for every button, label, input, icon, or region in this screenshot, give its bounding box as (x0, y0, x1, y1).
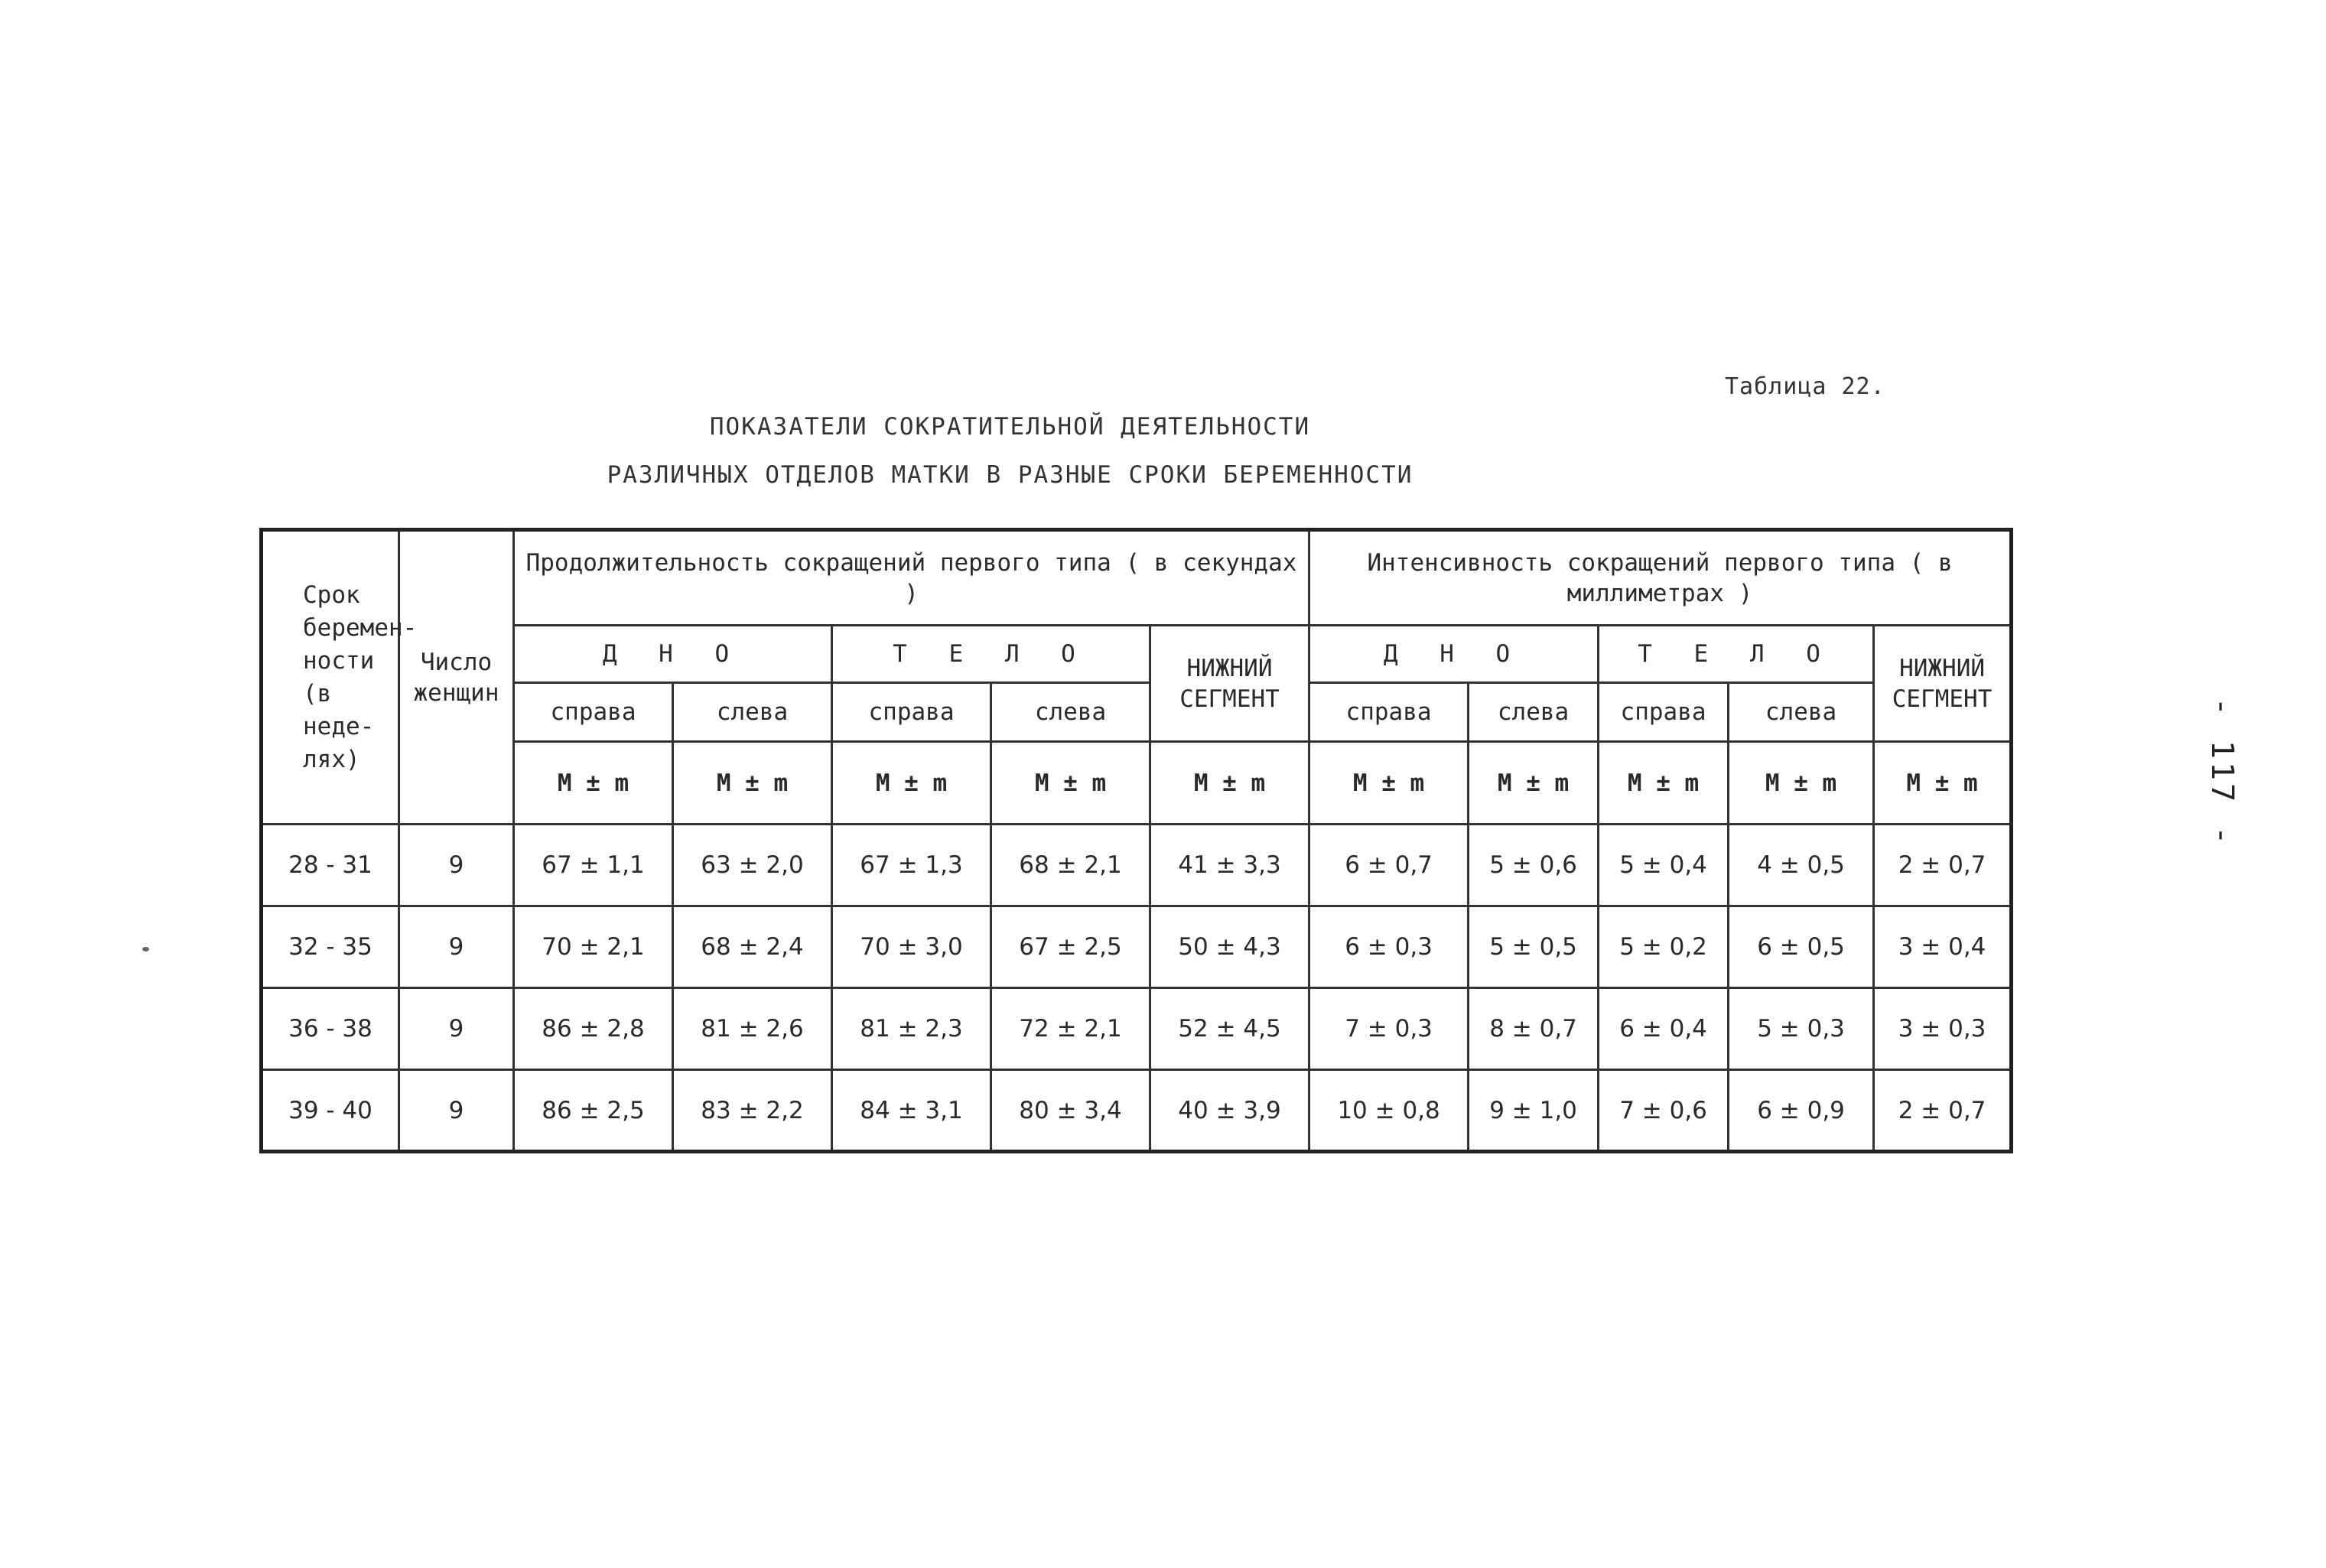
cell-value: 7 ± 0,3 (1309, 988, 1469, 1070)
header-mean-error: М ± m (1309, 742, 1469, 825)
cell-count: 9 (399, 988, 514, 1070)
cell-value: 5 ± 0,4 (1599, 825, 1729, 906)
cell-value: 70 ± 2,1 (514, 906, 673, 988)
header-lower-segment-duration: НИЖНИЙ СЕГМЕНТ (1150, 626, 1309, 742)
header-mean-error: М ± m (514, 742, 673, 825)
header-fundus-intensity: Д Н О (1309, 626, 1599, 683)
table-row (262, 988, 2012, 1070)
cell-value: 81 ± 2,3 (832, 988, 991, 1070)
cell-value: 7 ± 0,6 (1599, 1070, 1729, 1152)
cell-term: 28 - 31 (262, 825, 399, 906)
header-right: справа (514, 683, 673, 742)
cell-value: 5 ± 0,5 (1469, 906, 1599, 988)
cell-value: 6 ± 0,7 (1309, 825, 1469, 906)
cell-count: 9 (399, 825, 514, 906)
table-label: Таблица 22. (1725, 373, 1885, 400)
header-mean-error: М ± m (1469, 742, 1599, 825)
cell-value: 67 ± 1,1 (514, 825, 673, 906)
header-right: справа (832, 683, 991, 742)
cell-count: 9 (399, 1070, 514, 1152)
cell-value: 4 ± 0,5 (1729, 825, 1874, 906)
cell-value: 5 ± 0,2 (1599, 906, 1729, 988)
cell-term: 36 - 38 (262, 988, 399, 1070)
header-mean-error: М ± m (991, 742, 1150, 825)
header-fundus-duration: Д Н О (514, 626, 832, 683)
cell-value: 72 ± 2,1 (991, 988, 1150, 1070)
cell-term: 32 - 35 (262, 906, 399, 988)
cell-value: 80 ± 3,4 (991, 1070, 1150, 1152)
header-mean-error: М ± m (1150, 742, 1309, 825)
cell-term: 39 - 40 (262, 1070, 399, 1152)
header-duration-group: Продолжительность сокращений первого типа ( в секундах ) (514, 530, 1309, 626)
cell-value: 6 ± 0,5 (1729, 906, 1874, 988)
cell-value: 3 ± 0,4 (1874, 906, 2012, 988)
cell-value: 68 ± 2,4 (673, 906, 832, 988)
table-title-line-1: ПОКАЗАТЕЛИ СОКРАТИТЕЛЬНОЙ ДЕЯТЕЛЬНОСТИ (709, 413, 1311, 441)
cell-value: 6 ± 0,3 (1309, 906, 1469, 988)
cell-value: 68 ± 2,1 (991, 825, 1150, 906)
cell-value: 40 ± 3,9 (1150, 1070, 1309, 1152)
header-mean-error: М ± m (673, 742, 832, 825)
cell-value: 50 ± 4,3 (1150, 906, 1309, 988)
data-table (259, 528, 2013, 1153)
page-number: - 117 - (2204, 697, 2240, 848)
header-mean-error: М ± m (1599, 742, 1729, 825)
scan-speck (142, 947, 149, 952)
cell-value: 67 ± 1,3 (832, 825, 991, 906)
cell-value: 81 ± 2,6 (673, 988, 832, 1070)
header-intensity-group: Интенсивность сокращений первого типа ( в миллиметрах ) (1309, 530, 2012, 626)
cell-value: 52 ± 4,5 (1150, 988, 1309, 1070)
cell-value: 67 ± 2,5 (991, 906, 1150, 988)
header-mean-error: М ± m (1874, 742, 2012, 825)
cell-value: 2 ± 0,7 (1874, 825, 2012, 906)
cell-value: 86 ± 2,8 (514, 988, 673, 1070)
cell-value: 6 ± 0,9 (1729, 1070, 1874, 1152)
header-left: слева (1729, 683, 1874, 742)
header-left: слева (991, 683, 1150, 742)
header-left: слева (673, 683, 832, 742)
header-left: слева (1469, 683, 1599, 742)
cell-value: 8 ± 0,7 (1469, 988, 1599, 1070)
header-body-duration: Т Е Л О (832, 626, 1150, 683)
header-right: справа (1599, 683, 1729, 742)
table-row (262, 906, 2012, 988)
cell-value: 70 ± 3,0 (832, 906, 991, 988)
header-lower-segment-intensity: НИЖНИЙ СЕГМЕНТ (1874, 626, 2012, 742)
cell-value: 9 ± 1,0 (1469, 1070, 1599, 1152)
cell-value: 63 ± 2,0 (673, 825, 832, 906)
cell-value: 3 ± 0,3 (1874, 988, 2012, 1070)
header-right: справа (1309, 683, 1469, 742)
table-row (262, 825, 2012, 906)
header-mean-error: М ± m (832, 742, 991, 825)
cell-value: 84 ± 3,1 (832, 1070, 991, 1152)
cell-value: 6 ± 0,4 (1599, 988, 1729, 1070)
cell-value: 5 ± 0,6 (1469, 825, 1599, 906)
table-row (262, 1070, 2012, 1152)
cell-value: 5 ± 0,3 (1729, 988, 1874, 1070)
header-mean-error: М ± m (1729, 742, 1874, 825)
cell-value: 86 ± 2,5 (514, 1070, 673, 1152)
header-count: Число женщин (399, 530, 514, 825)
table-title-line-2: РАЗЛИЧНЫХ ОТДЕЛОВ МАТКИ В РАЗНЫЕ СРОКИ БЕРЕМЕННОСТИ (607, 461, 1413, 489)
header-body-intensity: Т Е Л О (1599, 626, 1874, 683)
cell-value: 41 ± 3,3 (1150, 825, 1309, 906)
cell-value: 83 ± 2,2 (673, 1070, 832, 1152)
cell-value: 10 ± 0,8 (1309, 1070, 1469, 1152)
cell-count: 9 (399, 906, 514, 988)
cell-value: 2 ± 0,7 (1874, 1070, 2012, 1152)
header-term: Срок беремен- ности (в неде- лях) (262, 530, 399, 825)
